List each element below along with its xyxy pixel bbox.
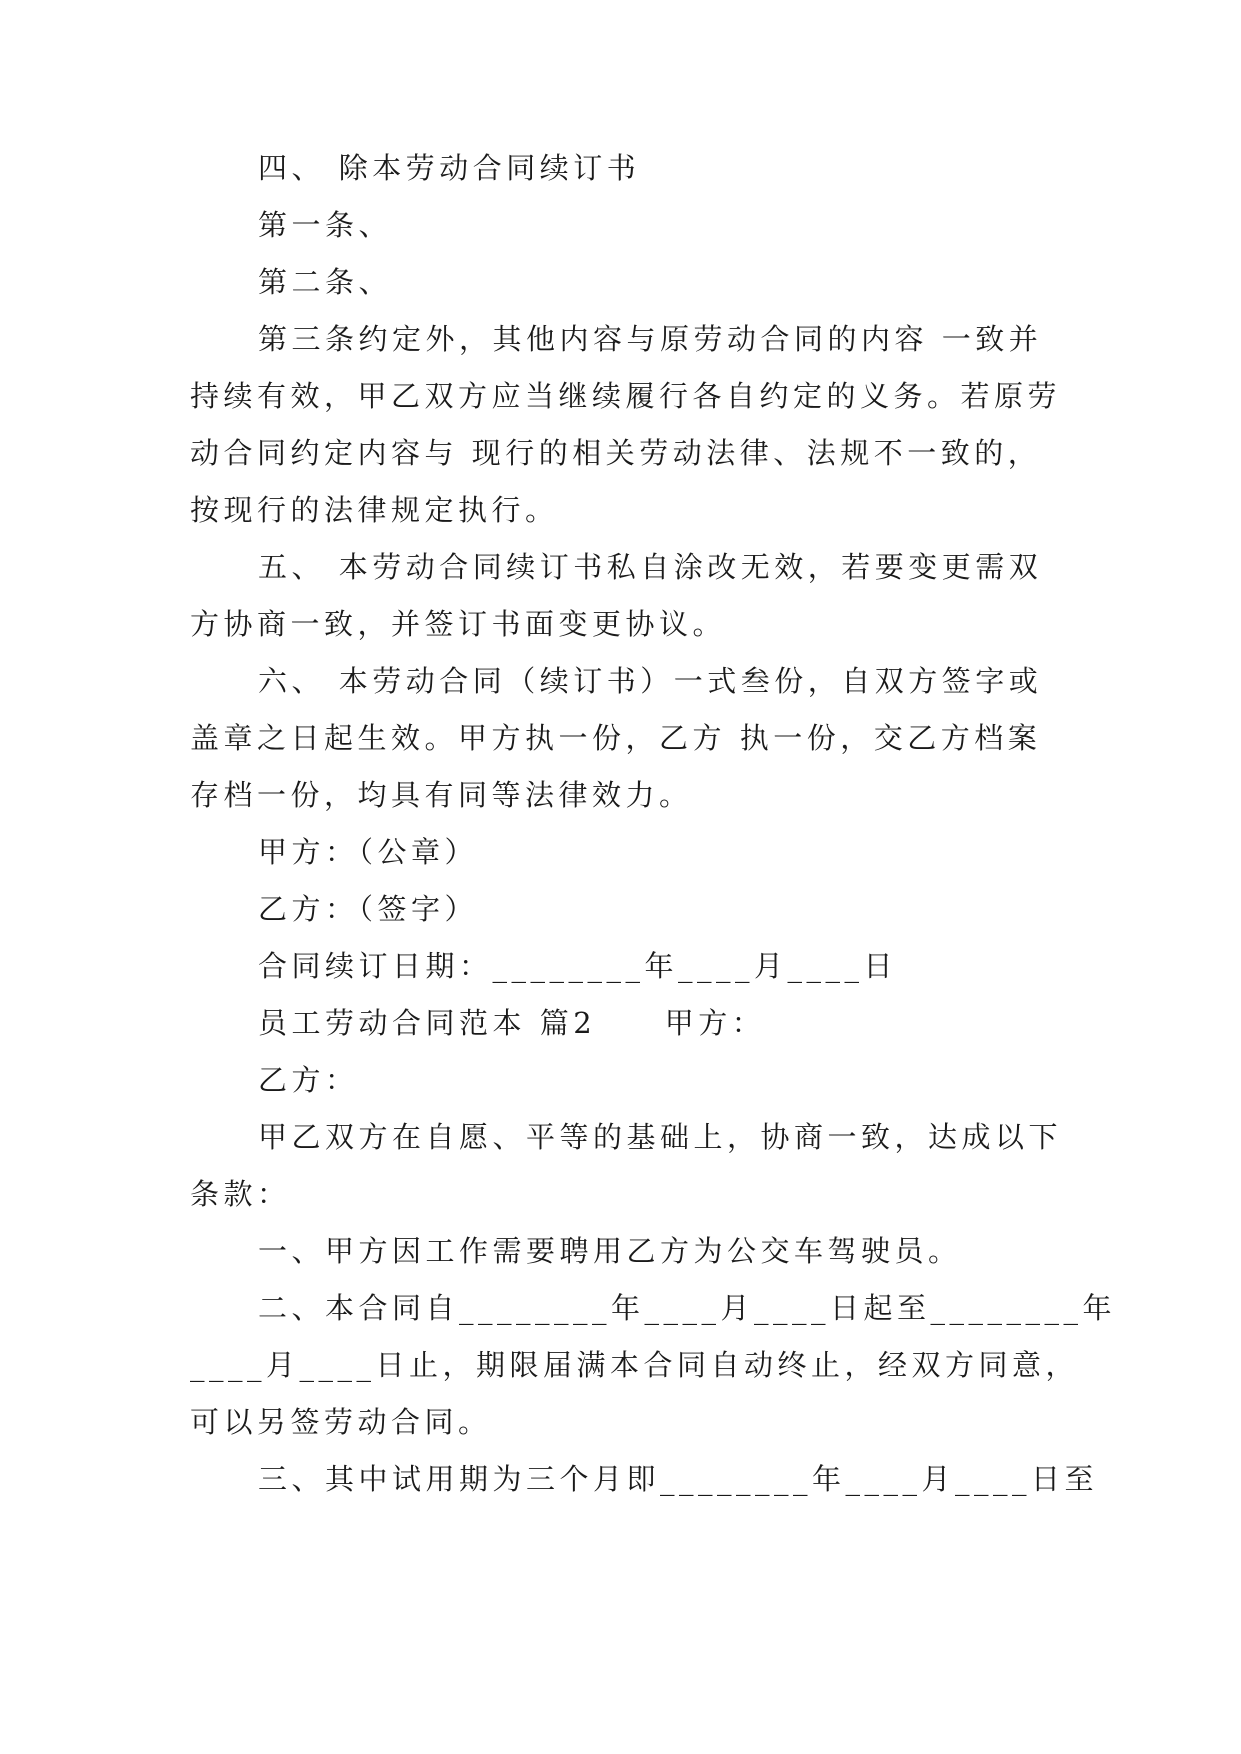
clause-four-heading: 四、 除本劳动合同续订书 <box>258 151 641 185</box>
paragraph-line: 第三条约定外，其他内容与原劳动合同的内容 一致并 <box>258 322 1043 356</box>
clause-five: 五、 本劳动合同续订书私自涂改无效，若要变更需双 <box>258 550 1043 584</box>
party-b-label: 乙方： <box>258 1063 359 1097</box>
party-b-signature: 乙方：（签字） <box>258 892 479 926</box>
paragraph-line: 持续有效，甲乙双方应当继续履行各自约定的义务。若原劳 <box>190 379 1062 413</box>
paragraph-line: 条款： <box>190 1177 291 1211</box>
paragraph-line: 按现行的法律规定执行。 <box>190 493 559 527</box>
paragraph-line: 可以另签劳动合同。 <box>190 1405 492 1439</box>
renewal-date: 合同续订日期：________年____月____日 <box>258 949 898 983</box>
paragraph-line: 存档一份，均具有同等法律效力。 <box>190 778 693 812</box>
paragraph-line: 甲乙双方在自愿、平等的基础上，协商一致，达成以下 <box>258 1120 1063 1154</box>
clause-six: 六、 本劳动合同（续订书）一式叁份，自双方签字或 <box>258 664 1043 698</box>
term-three: 三、其中试用期为三个月即________年____月____日至 <box>258 1462 1099 1496</box>
section-title: 员工劳动合同范本 篇2 甲方： <box>258 1006 766 1040</box>
paragraph-line: 盖章之日起生效。甲方执一份，乙方 执一份，交乙方档案 <box>190 721 1042 755</box>
article-two: 第二条、 <box>258 265 393 299</box>
paragraph-line: 动合同约定内容与 现行的相关劳动法律、法规不一致的， <box>190 436 1042 470</box>
term-one: 一、甲方因工作需要聘用乙方为公交车驾驶员。 <box>258 1234 962 1268</box>
paragraph-line: ____月____日止，期限届满本合同自动终止，经双方同意， <box>190 1348 1080 1382</box>
party-a-seal: 甲方：（公章） <box>258 835 479 869</box>
paragraph-line: 方协商一致，并签订书面变更协议。 <box>190 607 727 641</box>
article-one: 第一条、 <box>258 208 393 242</box>
term-two: 二、本合同自________年____月____日起至________年 <box>258 1291 1117 1325</box>
